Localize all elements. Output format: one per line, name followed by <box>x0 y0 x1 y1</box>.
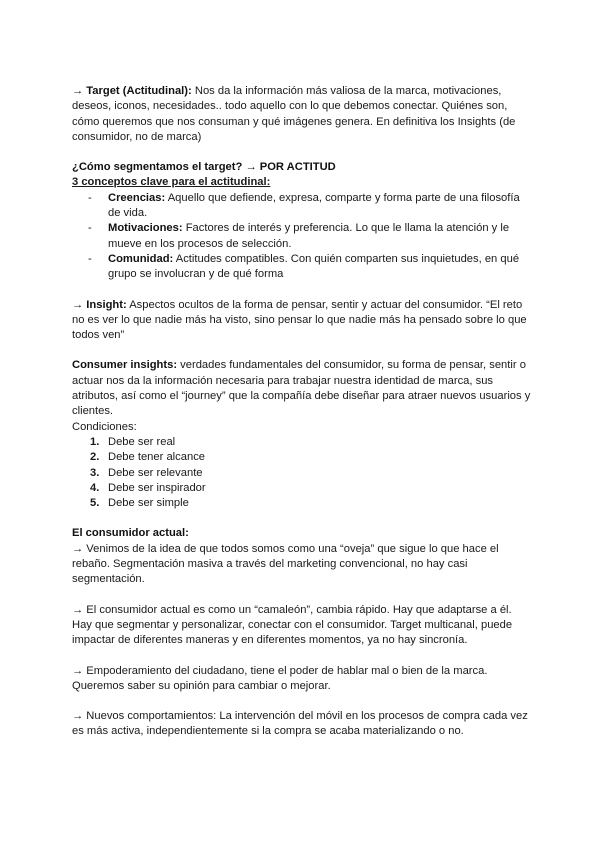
consumer-insights-label: Consumer insights: <box>72 359 178 372</box>
segment-question-text: ¿Cómo segmentamos el target? → POR ACTITUD <box>72 161 336 174</box>
segment-subtitle <box>72 175 532 190</box>
list-number: 4. <box>90 481 100 494</box>
insight-text: Aspectos ocultos de la forma de pensar, sentir y actuar del consumidor. “El reto no es ver lo que nadie más ha visto, sino pensar lo que nadie más ha pensado sobre lo que todos ven” <box>72 298 527 342</box>
actual-paragraph: → Nuevos comportamientos: La intervención del móvil en los procesos de compra cada vez es más activa, independientemente si la compra se acaba materializando o no. <box>72 710 528 738</box>
concept-text: Aquello que defiende, expresa, comparte y forma parte de una filosofía de vida. <box>108 191 520 220</box>
dash-bullet: - <box>88 191 92 204</box>
arrow-icon: → <box>72 85 87 97</box>
arrow-icon: → <box>72 298 87 311</box>
concept-label: Comunidad: <box>108 252 174 265</box>
actual-title <box>72 526 532 541</box>
list-number: 5. <box>90 497 100 510</box>
list-item <box>72 252 532 283</box>
condition-text: Debe ser relevante <box>108 466 203 479</box>
target-paragraph <box>72 84 532 145</box>
document-body <box>72 84 532 740</box>
list-item <box>72 221 532 252</box>
segment-question <box>72 160 532 175</box>
insight-label: Insight: <box>86 298 127 311</box>
dash-bullet: - <box>88 252 92 265</box>
actual-paragraph: → Venimos de la idea de que todos somos como una “oveja” que sigue lo que hace el rebaño. Segmentación masiva a través del marketing convencional, no hay casi segmentación. <box>72 542 499 586</box>
concept-label: Motivaciones: <box>108 222 183 235</box>
dash-bullet: - <box>88 222 92 235</box>
list-item <box>72 435 532 450</box>
concept-text: Factores de interés y preferencia. Lo que le llama la atención y le mueve en los procesos de selección. <box>108 222 510 250</box>
consumer-insights-text: verdades fundamentales del consumidor, su forma de pensar, sentir o actuar nos da la información necesaria para trabajar nuestra identidad de marca, sus atributos, así como el “journey” que la compañía debe diseñar para atraer nuevos usuarios y clientes. <box>72 359 531 418</box>
conditions-label: Condiciones: <box>72 420 137 433</box>
list-number: 1. <box>90 435 100 448</box>
actual-paragraph: → Empoderamiento del ciudadano, tiene el poder de hablar mal o bien de la marca. Queremos saber su opinión para cambiar o mejorar. <box>72 664 488 692</box>
conditions-list <box>72 435 532 511</box>
segment-subtitle-text: 3 conceptos clave para el actitudinal: <box>72 176 271 189</box>
list-item <box>72 481 532 496</box>
condition-text: Debe ser real <box>108 435 176 448</box>
list-item <box>72 191 532 222</box>
target-label: Target (Actitudinal): <box>86 85 192 97</box>
concepts-list <box>72 191 532 283</box>
condition-text: Debe ser simple <box>108 497 189 510</box>
list-item <box>72 466 532 481</box>
consumer-insights-paragraph <box>72 358 532 419</box>
list-number: 3. <box>90 466 100 479</box>
concept-label: Creencias: <box>108 191 166 204</box>
condition-text: Debe ser inspirador <box>108 481 206 494</box>
list-item <box>72 450 532 465</box>
actual-title-text: El consumidor actual: <box>72 527 189 540</box>
concept-text: Actitudes compatibles. Con quién comparten sus inquietudes, en qué grupo se involucran y de qué forma <box>108 252 520 281</box>
actual-paragraph: → El consumidor actual es como un “camaleón”, cambia rápido. Hay que adaptarse a él. Hay que segmentar y personalizar, conectar con el consumidor. Target multicanal, puede impactar de diferentes maneras y en diferentes momentos, ya no hay sincronía. <box>72 603 513 647</box>
list-number: 2. <box>90 451 100 464</box>
list-item <box>72 496 532 511</box>
insight-paragraph <box>72 298 532 344</box>
condition-text: Debe tener alcance <box>108 451 206 464</box>
target-text: Nos da la información más valiosa de la marca, motivaciones, deseos, iconos, necesidades.. todo aquello con lo que debemos conectar. Quiénes son, cómo queremos que nos consuman y qué imágenes genera. En definitiva los Insights (de consumidor, no de marca) <box>72 85 516 143</box>
